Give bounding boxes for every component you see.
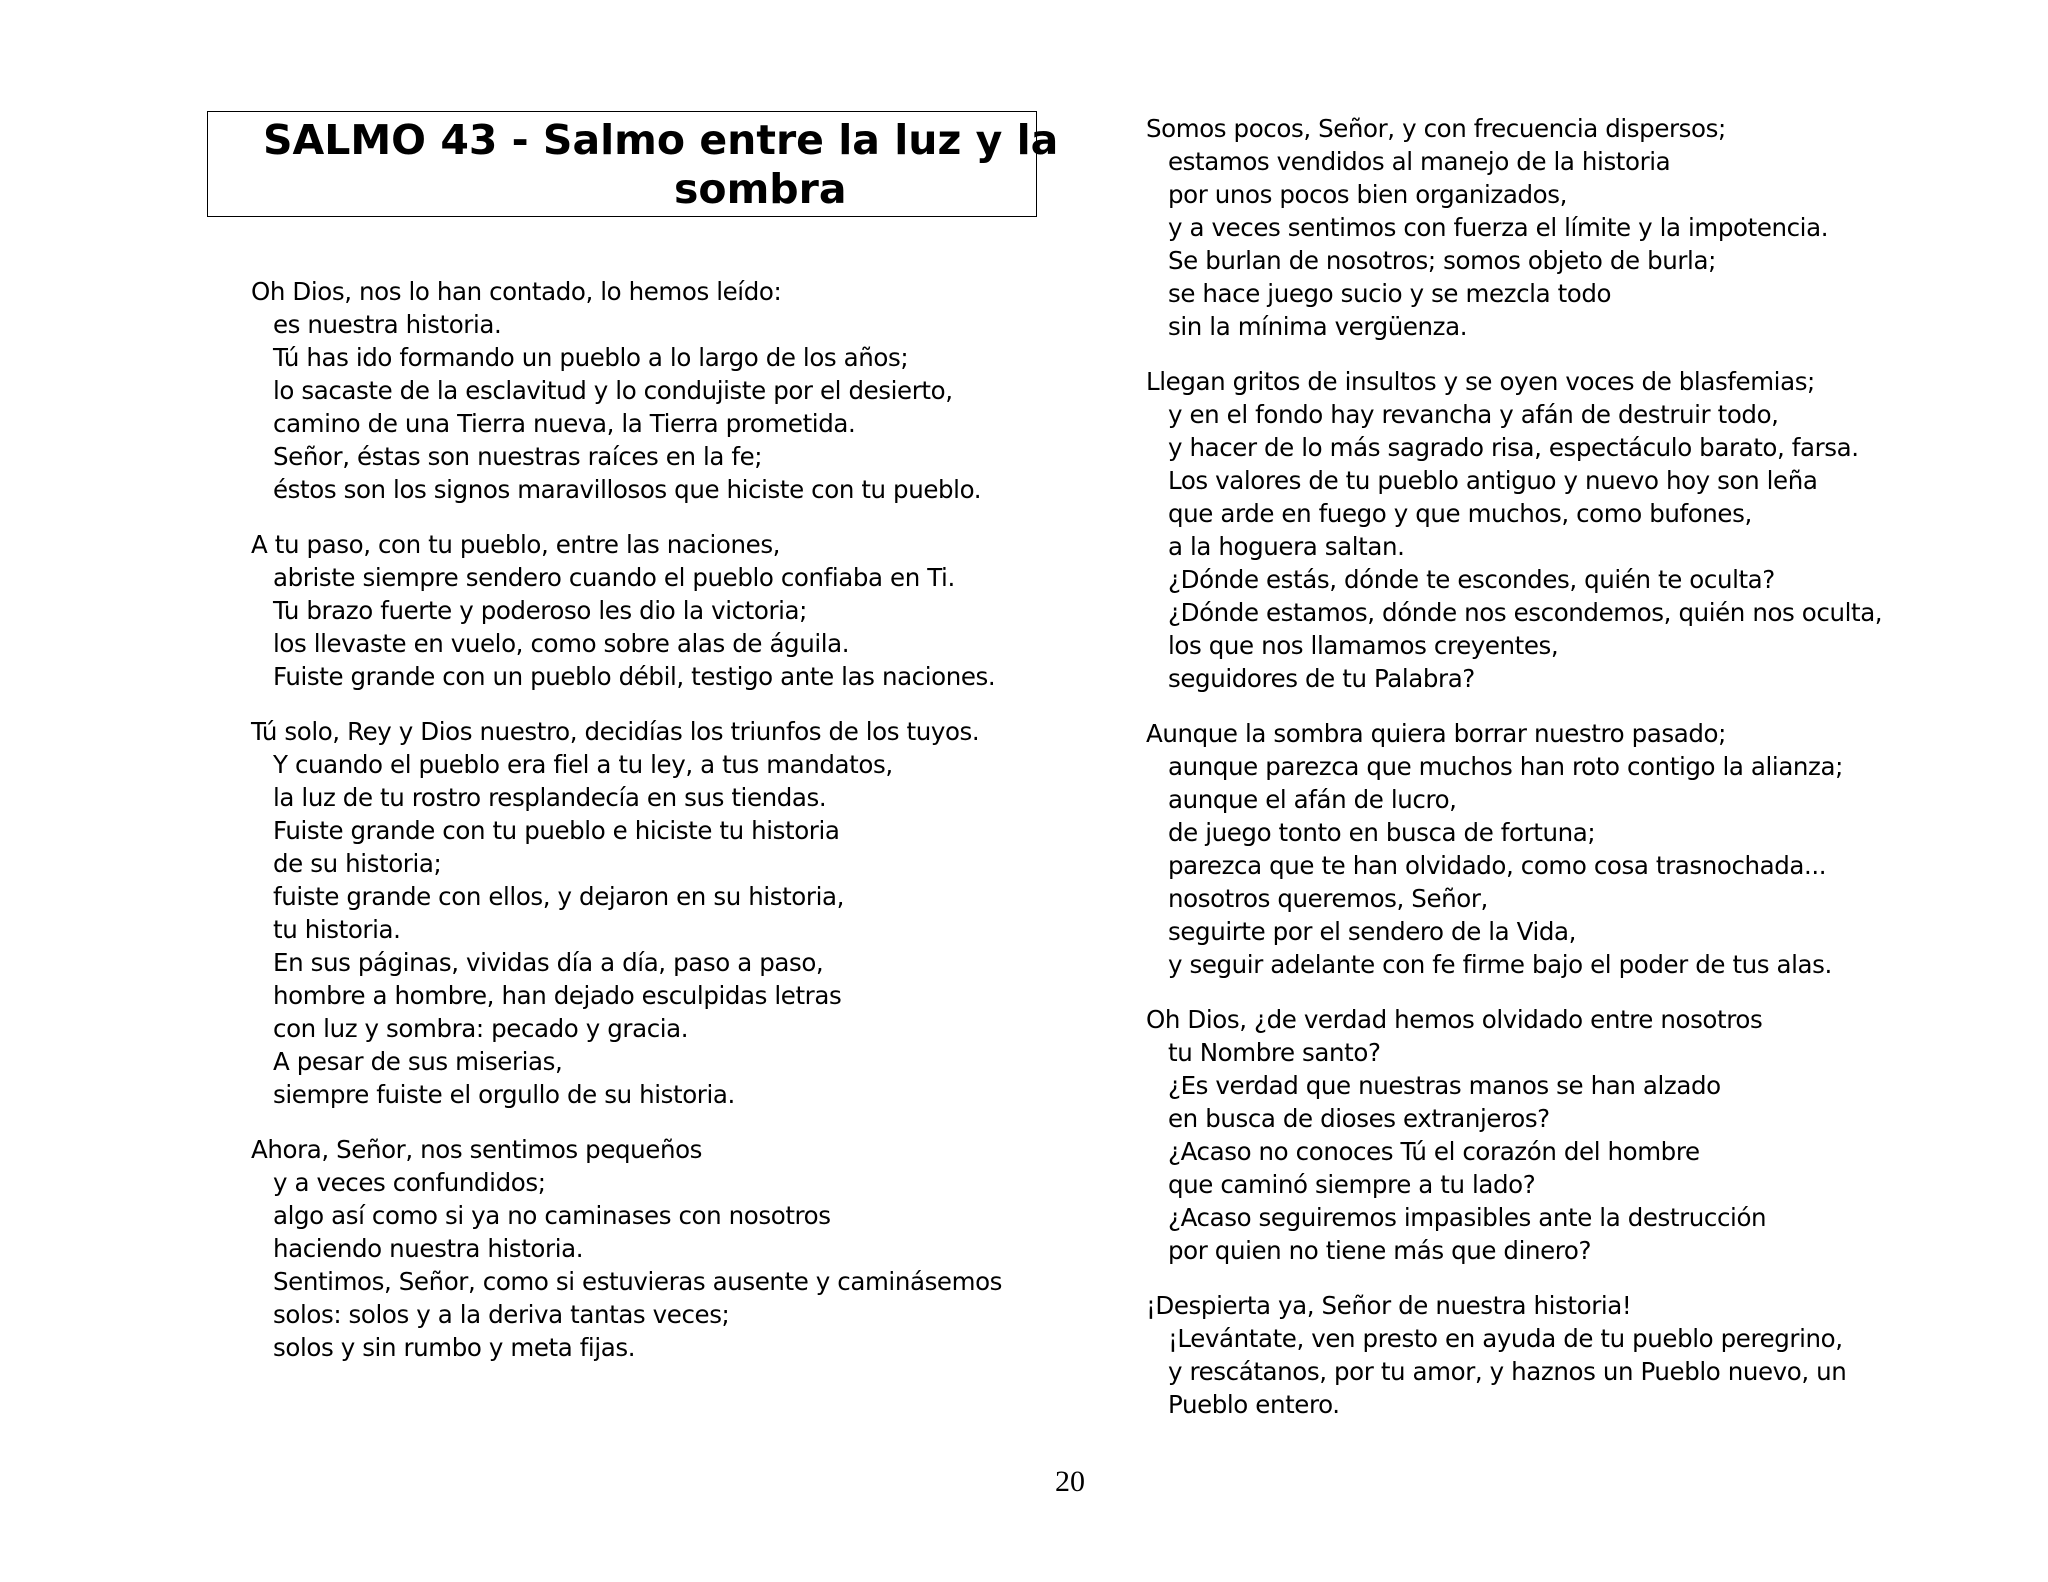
verse-line: y hacer de lo más sagrado risa, espectáculo barato, farsa. (1168, 433, 1859, 462)
verse-line: se hace juego sucio y se mezcla todo (1168, 279, 1612, 308)
verse-line: los que nos llamamos creyentes, (1168, 631, 1559, 660)
stanza (251, 715, 1021, 1111)
verse-line: estamos vendidos al manejo de la historia (1168, 147, 1671, 176)
page-number: 20 (1055, 1465, 1085, 1498)
verse-line: camino de una Tierra nueva, la Tierra prometida. (273, 409, 856, 438)
verse-line: Tú solo, Rey y Dios nuestro, decidías los triunfos de los tuyos. (251, 717, 980, 746)
verse-line: fuiste grande con ellos, y dejaron en su historia, (273, 882, 844, 911)
verse-line: aunque el afán de lucro, (1168, 785, 1457, 814)
verse-line: con luz y sombra: pecado y gracia. (273, 1014, 689, 1043)
stanza (1146, 717, 1916, 981)
stanza (251, 275, 1021, 506)
verse-line: ¿Dónde estamos, dónde nos escondemos, quién nos oculta, (1168, 598, 1883, 627)
verse-line: y a veces sentimos con fuerza el límite y la impotencia. (1168, 213, 1829, 242)
left-text-column (251, 275, 1021, 1386)
verse-line: Señor, éstas son nuestras raíces en la fe; (273, 442, 763, 471)
verse-line: ¡Despierta ya, Señor de nuestra historia! (1146, 1291, 1632, 1320)
verse-line: Ahora, Señor, nos sentimos pequeños (251, 1135, 703, 1164)
verse-line: que caminó siempre a tu lado? (1168, 1170, 1536, 1199)
verse-line: por quien no tiene más que dinero? (1168, 1236, 1592, 1265)
verse-line: ¡Levántate, ven presto en ayuda de tu pueblo peregrino, (1168, 1324, 1843, 1353)
stanza (1146, 1289, 1916, 1421)
verse-line: y rescátanos, por tu amor, y haznos un Pueblo nuevo, un (1168, 1357, 1847, 1386)
verse-line: siempre fuiste el orgullo de su historia. (273, 1080, 735, 1109)
verse-line: parezca que te han olvidado, como cosa trasnochada... (1168, 851, 1827, 880)
verse-line: los llevaste en vuelo, como sobre alas de águila. (273, 629, 850, 658)
verse-line: Y cuando el pueblo era fiel a tu ley, a tus mandatos, (273, 750, 893, 779)
verse-line: Tu brazo fuerte y poderoso les dio la victoria; (273, 596, 808, 625)
verse-line: tu historia. (273, 915, 401, 944)
verse-line: Aunque la sombra quiera borrar nuestro pasado; (1146, 719, 1726, 748)
verse-line: En sus páginas, vividas día a día, paso a paso, (273, 948, 824, 977)
verse-line: a la hoguera saltan. (1168, 532, 1405, 561)
verse-line: abriste siempre sendero cuando el pueblo confiaba en Ti. (273, 563, 955, 592)
verse-line: Pueblo entero. (1168, 1390, 1340, 1419)
verse-line: ¿Dónde estás, dónde te escondes, quién te oculta? (1168, 565, 1775, 594)
stanza (251, 1133, 1021, 1364)
verse-line: A pesar de sus miserias, (273, 1047, 563, 1076)
verse-line: Oh Dios, nos lo han contado, lo hemos leído: (251, 277, 782, 306)
verse-line: Fuiste grande con un pueblo débil, testigo ante las naciones. (273, 662, 996, 691)
verse-line: seguirte por el sendero de la Vida, (1168, 917, 1577, 946)
verse-line: Se burlan de nosotros; somos objeto de burla; (1168, 246, 1716, 275)
right-text-column (1146, 112, 1916, 1443)
verse-line: ¿Acaso no conoces Tú el corazón del hombre (1168, 1137, 1700, 1166)
verse-line: hombre a hombre, han dejado esculpidas letras (273, 981, 842, 1010)
verse-line: algo así como si ya no caminases con nosotros (273, 1201, 831, 1230)
verse-line: solos: solos y a la deriva tantas veces; (273, 1300, 730, 1329)
verse-line: por unos pocos bien organizados, (1168, 180, 1567, 209)
verse-line: Llegan gritos de insultos y se oyen voces de blasfemias; (1146, 367, 1815, 396)
verse-line: en busca de dioses extranjeros? (1168, 1104, 1550, 1133)
stanza (251, 528, 1021, 693)
verse-line: Oh Dios, ¿de verdad hemos olvidado entre nosotros (1146, 1005, 1763, 1034)
verse-line: sin la mínima vergüenza. (1168, 312, 1468, 341)
stanza (1146, 365, 1916, 695)
verse-line: haciendo nuestra historia. (273, 1234, 584, 1263)
verse-line: tu Nombre santo? (1168, 1038, 1381, 1067)
verse-line: de su historia; (273, 849, 442, 878)
verse-line: es nuestra historia. (273, 310, 502, 339)
verse-line: Los valores de tu pueblo antiguo y nuevo hoy son leña (1168, 466, 1818, 495)
verse-line: y seguir adelante con fe firme bajo el poder de tus alas. (1168, 950, 1832, 979)
verse-line: de juego tonto en busca de fortuna; (1168, 818, 1596, 847)
verse-line: Fuiste grande con tu pueblo e hiciste tu historia (273, 816, 840, 845)
verse-line: A tu paso, con tu pueblo, entre las naciones, (251, 530, 781, 559)
verse-line: y en el fondo hay revancha y afán de destruir todo, (1168, 400, 1779, 429)
verse-line: ¿Es verdad que nuestras manos se han alzado (1168, 1071, 1721, 1100)
verse-line: que arde en fuego y que muchos, como bufones, (1168, 499, 1752, 528)
verse-line: solos y sin rumbo y meta fijas. (273, 1333, 636, 1362)
psalm-title-line-2: sombra (674, 165, 847, 213)
verse-line: seguidores de tu Palabra? (1168, 664, 1475, 693)
verse-line: Tú has ido formando un pueblo a lo largo de los años; (273, 343, 909, 372)
verse-line: éstos son los signos maravillosos que hiciste con tu pueblo. (273, 475, 982, 504)
verse-line: aunque parezca que muchos han roto contigo la alianza; (1168, 752, 1843, 781)
verse-line: la luz de tu rostro resplandecía en sus tiendas. (273, 783, 827, 812)
verse-line: Sentimos, Señor, como si estuvieras ausente y caminásemos (273, 1267, 1003, 1296)
verse-line: nosotros queremos, Señor, (1168, 884, 1488, 913)
psalm-title-box (207, 111, 1059, 217)
verse-line: lo sacaste de la esclavitud y lo condujiste por el desierto, (273, 376, 953, 405)
stanza (1146, 1003, 1916, 1267)
verse-line: y a veces confundidos; (273, 1168, 546, 1197)
psalm-title-line-1: SALMO 43 - Salmo entre la luz y la (263, 116, 1059, 164)
verse-line: ¿Acaso seguiremos impasibles ante la destrucción (1168, 1203, 1767, 1232)
verse-line: Somos pocos, Señor, y con frecuencia dispersos; (1146, 114, 1726, 143)
stanza (1146, 112, 1916, 343)
